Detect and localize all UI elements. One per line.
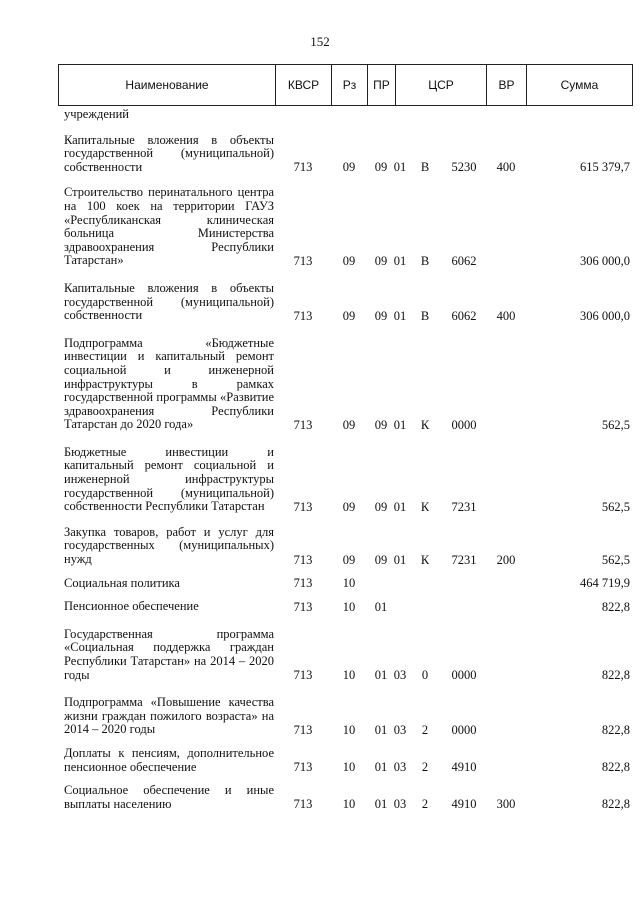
table-row (58, 628, 633, 686)
cell-csr1: 03 (393, 760, 407, 775)
row-name: Государственная программа «Социальная поддержка граждан Республики Татарстан» на 2014 – 2020 годы (64, 626, 274, 682)
cell-csr2: В (420, 160, 430, 175)
header-csr: ЦСР (396, 65, 487, 105)
cell-sum: 822,8 (601, 668, 630, 683)
row-values (58, 600, 633, 614)
cell-sum: 562,5 (601, 499, 630, 514)
row-name: Социальное обеспечение и иные выплаты населению (64, 783, 274, 811)
cell-csr2: В (420, 253, 430, 268)
row-name: Доплаты к пенсиям, дополнительное пенсионное обеспечение (64, 745, 274, 774)
table-row (58, 446, 633, 518)
cell-csr3: 0000 (451, 722, 477, 737)
cell-vr: 300 (496, 797, 516, 812)
cell-kvsr: 713 (293, 160, 313, 175)
row-name: Пенсионное обеспечение (64, 599, 199, 614)
cell-kvsr: 713 (293, 576, 313, 591)
cell-rz: 10 (342, 668, 356, 683)
cell-rz: 10 (342, 599, 356, 614)
cell-pr: 01 (374, 599, 388, 614)
table-body (58, 108, 633, 815)
cell-kvsr: 713 (293, 417, 313, 432)
cell-csr2: 2 (421, 797, 429, 812)
cell-csr3: 7231 (451, 552, 477, 567)
row-name: Бюджетные инвестиции и капитальный ремонт социальной и инженерной инфраструктуры государственной (муниципальной) собственности Республики Татарстан (64, 444, 274, 514)
table-row (58, 784, 633, 815)
cell-csr3: 0000 (451, 417, 477, 432)
cell-kvsr: 713 (293, 668, 313, 683)
cell-pr: 01 (374, 668, 388, 683)
cell-csr1: 01 (393, 499, 407, 514)
cell-rz: 10 (342, 576, 356, 591)
cell-csr2: 0 (421, 668, 429, 683)
cell-sum: 464 719,9 (580, 576, 630, 591)
row-values (58, 309, 633, 323)
row-name: Подпрограмма «Бюджетные инвестиции и капитальный ремонт социальной и инженерной инфраструктуры в рамках государственной программы «Развитие здравоохранения Республики Татарстан до 2020 года» (64, 335, 274, 432)
cell-rz: 09 (342, 499, 356, 514)
cell-rz: 09 (342, 417, 356, 432)
cell-csr3: 7231 (451, 499, 477, 514)
cell-pr: 09 (374, 253, 388, 268)
cell-csr2: К (420, 552, 430, 567)
row-name: Капитальные вложения в объекты государственной (муниципальной) собственности (64, 280, 274, 323)
cell-pr: 09 (374, 552, 388, 567)
page-number: 152 (310, 34, 330, 49)
row-values (58, 797, 633, 811)
cell-pr: 01 (374, 760, 388, 775)
table-row (58, 526, 633, 571)
cell-kvsr: 713 (293, 722, 313, 737)
cell-csr1: 01 (393, 552, 407, 567)
row-values (58, 254, 633, 268)
cell-kvsr: 713 (293, 552, 313, 567)
cell-csr3: 4910 (451, 760, 477, 775)
row-values (58, 760, 633, 774)
cell-sum: 562,5 (601, 552, 630, 567)
cell-pr: 01 (374, 797, 388, 812)
table-row (58, 577, 633, 595)
cell-csr2: 2 (421, 760, 429, 775)
cell-sum: 822,8 (601, 797, 630, 812)
header-kvsr: КВСР (276, 65, 332, 105)
table-row (58, 696, 633, 741)
cell-csr2: К (420, 499, 430, 514)
row-values (58, 576, 633, 590)
cell-csr3: 6062 (451, 308, 477, 323)
cell-kvsr: 713 (293, 760, 313, 775)
cell-rz: 09 (342, 552, 356, 567)
cell-csr3: 5230 (451, 160, 477, 175)
header-rz: Рз (332, 65, 368, 105)
row-values (58, 723, 633, 737)
row-values (58, 418, 633, 432)
cell-pr: 09 (374, 499, 388, 514)
row-name: Социальная политика (64, 575, 180, 590)
cell-kvsr: 713 (293, 253, 313, 268)
cell-vr: 200 (496, 552, 516, 567)
row-values (58, 108, 633, 122)
row-name: Капитальные вложения в объекты государственной (муниципальной) собственности (64, 132, 274, 174)
cell-csr1: 01 (393, 417, 407, 432)
cell-sum: 822,8 (601, 760, 630, 775)
cell-sum: 306 000,0 (580, 308, 630, 323)
table-row (58, 134, 633, 179)
table-row (58, 747, 633, 778)
cell-sum: 562,5 (601, 417, 630, 432)
row-values (58, 500, 633, 514)
table-row (58, 337, 633, 436)
table-header (58, 64, 633, 106)
cell-csr1: 03 (393, 668, 407, 683)
cell-kvsr: 713 (293, 499, 313, 514)
row-name: Подпрограмма «Повышение качества жизни граждан пожилого возраста» на 2014 – 2020 годы (64, 695, 274, 737)
cell-csr3: 0000 (451, 668, 477, 683)
cell-csr1: 01 (393, 253, 407, 268)
header-sum: Сумма (560, 78, 599, 92)
cell-rz: 09 (342, 253, 356, 268)
cell-csr1: 01 (393, 160, 407, 175)
cell-vr: 400 (496, 308, 516, 323)
cell-csr1: 03 (393, 722, 407, 737)
cell-rz: 09 (342, 160, 356, 175)
cell-csr1: 01 (393, 308, 407, 323)
cell-sum: 822,8 (601, 722, 630, 737)
cell-kvsr: 713 (293, 599, 313, 614)
cell-rz: 10 (342, 797, 356, 812)
cell-pr: 01 (374, 722, 388, 737)
cell-csr2: 2 (421, 722, 429, 737)
cell-rz: 09 (342, 308, 356, 323)
cell-kvsr: 713 (293, 308, 313, 323)
header-name: Наименование (59, 65, 276, 105)
cell-pr: 09 (374, 308, 388, 323)
table-row (58, 186, 633, 272)
row-name: Строительство перинатального центра на 100 коек на территории ГАУЗ «Республиканская клиническая больница Министерства здравоохранения Республики Татарстан» (64, 185, 274, 268)
row-values (58, 668, 633, 682)
cell-pr: 09 (374, 417, 388, 432)
cell-sum: 615 379,7 (580, 160, 630, 175)
row-values (58, 553, 633, 567)
cell-kvsr: 713 (293, 797, 313, 812)
table-row (58, 282, 633, 327)
cell-rz: 10 (342, 760, 356, 775)
cell-sum: 822,8 (601, 599, 630, 614)
cell-csr1: 03 (393, 797, 407, 812)
cell-vr: 400 (496, 160, 516, 175)
header-vr: ВР (487, 65, 527, 105)
cell-csr2: В (420, 308, 430, 323)
row-name: Закупка товаров, работ и услуг для государственных (муниципальных) нужд (64, 524, 274, 567)
cell-sum: 306 000,0 (580, 253, 630, 268)
row-values (58, 160, 633, 174)
table-row (58, 600, 633, 618)
row-name: учреждений (64, 107, 129, 121)
cell-csr3: 6062 (451, 253, 477, 268)
cell-pr: 09 (374, 160, 388, 175)
cell-rz: 10 (342, 722, 356, 737)
cell-csr3: 4910 (451, 797, 477, 812)
cell-csr2: К (420, 417, 430, 432)
table-row (58, 108, 633, 126)
header-pr: ПР (368, 65, 396, 105)
